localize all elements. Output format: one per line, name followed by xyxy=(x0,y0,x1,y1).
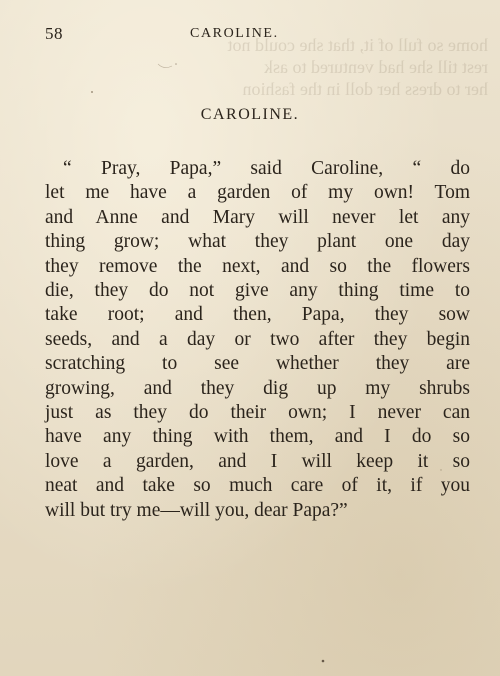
body-paragraph xyxy=(45,157,470,523)
text-line: growing, and they dig up my shrubs xyxy=(45,377,470,399)
text-line: love a garden, and I will keep it so xyxy=(45,450,470,472)
text-line: thing grow; what they plant one day xyxy=(45,231,470,253)
bleed-through-text: home so full of it, that she could not rest till she had ventured to ask her to dress her doll in the fashion xyxy=(227,35,488,99)
running-head xyxy=(45,24,452,48)
text-line: die, they do not give any thing time to xyxy=(45,280,470,302)
text-line: will but try me—will you, dear Papa?” xyxy=(45,499,348,521)
text-line: and Anne and Mary will never let any xyxy=(45,206,470,228)
text-line: have any thing with them, and I do so xyxy=(45,426,470,448)
text-line: scratching to see whether they are xyxy=(45,353,470,375)
text-line: just as they do their own; I never can xyxy=(45,402,470,424)
page-number: 58 xyxy=(45,24,63,43)
running-title: CAROLINE. xyxy=(190,26,279,41)
text-line: neat and take so much care of it, if you xyxy=(45,475,470,497)
text-line: let me have a garden of my own! Tom xyxy=(45,182,470,204)
text-line: they remove the next, and so the flowers xyxy=(45,255,470,277)
text-line: take root; and then, Papa, they sow xyxy=(45,304,470,326)
text-line: seeds, and a day or two after they begin xyxy=(45,328,470,350)
chapter-heading: CAROLINE. xyxy=(200,106,300,123)
text-line: “ Pray, Papa,” said Caroline, “ do xyxy=(63,158,470,179)
